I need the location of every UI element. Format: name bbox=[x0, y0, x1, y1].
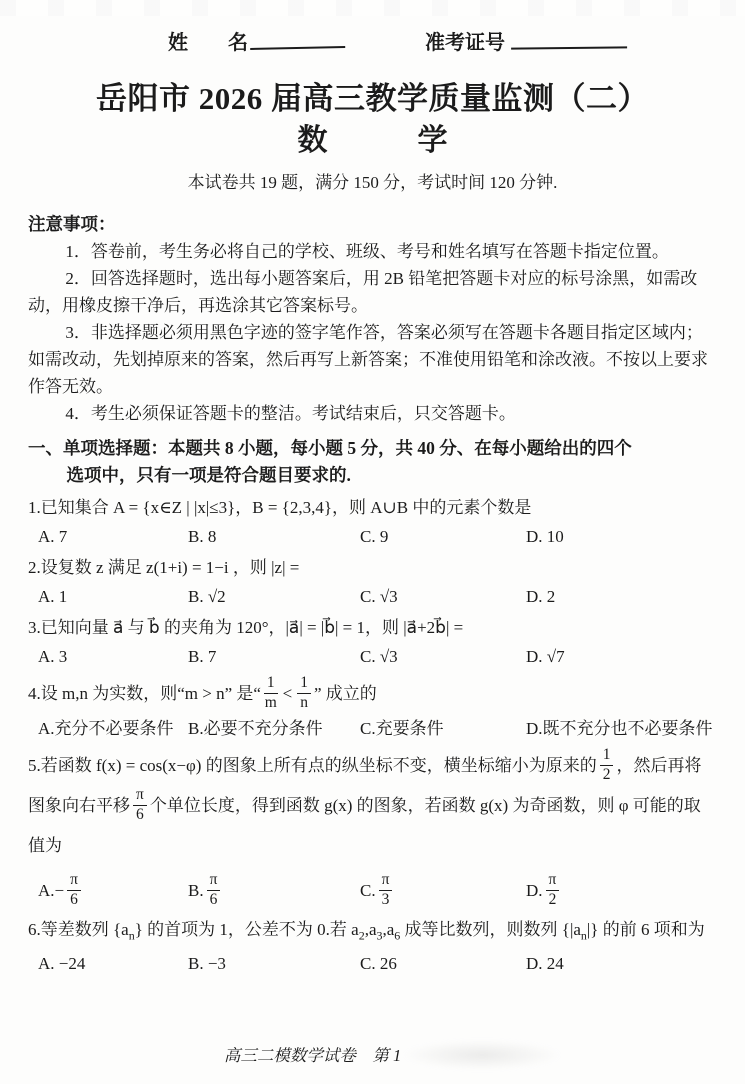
question-5-option-b: B. $\frac{\pi}{6}$ bbox=[188, 871, 360, 911]
notice-heading: 注意事项： bbox=[28, 214, 116, 234]
less-than-sign: < bbox=[282, 684, 293, 703]
section-1-heading-line1: 一、单项选择题：本题共 8 小题，每小题 5 分，共 40 分、在每小题给出的四个 bbox=[28, 438, 632, 458]
question-1 bbox=[28, 494, 717, 549]
fraction-1-over-m: $\frac{1}{m}$ bbox=[264, 673, 277, 712]
question-6-option-d: D. 24 bbox=[526, 954, 564, 974]
subscript-6: 6 bbox=[394, 928, 401, 943]
notice-item-4: 4．考生必须保证答题卡的整洁。考试结束后，只交答题卡。 bbox=[65, 404, 516, 423]
name-label: 姓 名 bbox=[168, 32, 248, 54]
option-a-fraction: $\frac{\pi}{6}$ bbox=[67, 872, 81, 909]
question-6-option-c: C. 26 bbox=[360, 954, 397, 974]
question-5-stem-seg1: 5.若函数 f(x) = cos(x−φ) 的图象上所有点的纵坐标不变，横坐标缩小为原来的 bbox=[28, 756, 597, 775]
fraction-pi-over-6: $\frac{\pi}{6}$ bbox=[133, 787, 147, 824]
question-2-option-d: D. 2 bbox=[526, 587, 556, 606]
notice-item-3: 3．非选择题必须用黑色字迹的签字笔作答，答案必须写在答题卡各题目指定区域内；如需改动，先划掉原来的答案，然后再写上新答案；不准使用铅笔和涂改液。不按以上要求作答无效。 bbox=[28, 323, 708, 396]
exam-no-blank-line bbox=[511, 26, 627, 49]
notice-item-1: 1．答卷前，考生务必将自己的学校、班级、考号和姓名填写在答题卡指定位置。 bbox=[65, 242, 669, 261]
notice-section bbox=[28, 211, 717, 427]
question-1-options bbox=[28, 525, 717, 549]
question-3-option-b: B. 7 bbox=[188, 647, 217, 666]
question-3-stem: 3.已知向量 a⃗ 与 b⃗ 的夹角为 120°，|a⃗| = |b⃗| = 1，则 |a⃗+2b⃗| = bbox=[28, 618, 464, 637]
exam-no-label: 准考证号 bbox=[425, 32, 505, 54]
question-1-option-d: D. 10 bbox=[526, 527, 564, 546]
question-4-option-b: B.必要不充分条件 bbox=[188, 719, 323, 738]
option-b-fraction: $\frac{\pi}{6}$ bbox=[207, 872, 221, 909]
question-4-stem-suffix: ” 成立的 bbox=[314, 684, 377, 703]
question-4-stem bbox=[28, 674, 717, 714]
question-5-option-c: C. $\frac{\pi}{3}$ bbox=[360, 871, 526, 911]
section-1-heading bbox=[28, 435, 717, 489]
page-title: 岳阳市 2026 届高三教学质量监测（二） bbox=[96, 81, 649, 116]
question-5-stem-seg3: 个单位长度，得到函数 g(x) 的图象，若函数 g(x) 为奇函数，则 φ 可能的取值为 bbox=[28, 796, 701, 855]
question-2-option-a: A. 1 bbox=[38, 587, 68, 606]
subject-title: 数 学 bbox=[297, 124, 448, 157]
question-2-options bbox=[28, 585, 717, 609]
question-6-stem: 6.等差数列 $\{a_n\}$ 的首项为 1，公差不为 0.若 $a_2,a_3,a_6$ 成等比数列，则数列 $\{|a_n|\}$ 的前 6 项和为 bbox=[28, 920, 705, 943]
question-1-option-b: B. 8 bbox=[188, 527, 217, 546]
question-6-option-a: A. −24 bbox=[38, 954, 86, 974]
question-5-option-d: D. $\frac{\pi}{2}$ bbox=[526, 871, 717, 911]
question-3-option-c: C. √3 bbox=[360, 647, 398, 666]
question-3-option-a: A. 3 bbox=[38, 647, 68, 666]
subscript-3: 3 bbox=[376, 928, 383, 943]
name-blank-line bbox=[250, 26, 345, 50]
page-footer: 高三二模数学试卷 第 1 bbox=[223, 1046, 402, 1065]
question-5-stem-seg2: ，然后再将图象向右平移 bbox=[28, 756, 702, 815]
question-4-option-c: C.充要条件 bbox=[360, 719, 444, 738]
question-5-options bbox=[28, 871, 717, 911]
subscript-n-2: n bbox=[580, 928, 587, 943]
notice-item-2: 2．回答选择题时，选出每小题答案后，用 2B 铅笔把答题卡对应的标号涂黑，如需改动，用橡皮擦干净后，再选涂其它答案标号。 bbox=[28, 269, 698, 315]
question-1-stem: 1.已知集合 A = {x∈Z | |x|≤3}，B = {2,3,4}，则 A∪B 中的元素个数是 bbox=[28, 498, 532, 517]
question-5-option-a: A.− $\frac{\pi}{6}$ bbox=[38, 871, 188, 911]
question-4-options bbox=[28, 717, 717, 741]
question-4 bbox=[28, 674, 717, 741]
question-4-stem-text: 4.设 m,n 为实数，则“m > n” 是“ bbox=[28, 684, 261, 703]
option-c-fraction: $\frac{\pi}{3}$ bbox=[379, 872, 393, 909]
question-4-option-a: A.充分不必要条件 bbox=[38, 719, 174, 738]
question-2-stem: 2.设复数 z 满足 z(1+i) = 1−i ，则 |z| = bbox=[28, 558, 300, 577]
question-6-options bbox=[28, 952, 717, 976]
question-3-options bbox=[28, 645, 717, 669]
subscript-2: 2 bbox=[358, 928, 365, 943]
section-1-heading-line2: 选项中，只有一项是符合题目要求的. bbox=[66, 465, 351, 485]
scan-artifact-strip bbox=[0, 0, 745, 16]
question-5-stem bbox=[28, 746, 717, 866]
subscript-n: n bbox=[128, 928, 135, 943]
question-3 bbox=[28, 614, 717, 669]
fraction-one-half: $\frac{1}{2}$ bbox=[600, 747, 614, 784]
scan-glare-smudge bbox=[402, 1040, 562, 1070]
exam-info-line: 本试卷共 19 题，满分 150 分，考试时间 120 分钟. bbox=[187, 173, 558, 192]
question-2-option-b: B. √2 bbox=[188, 587, 226, 606]
candidate-info-row bbox=[168, 26, 745, 55]
question-3-option-d: D. √7 bbox=[526, 647, 565, 666]
fraction-1-over-n: $\frac{1}{n}$ bbox=[297, 675, 311, 712]
question-2 bbox=[28, 554, 717, 609]
question-6-option-b: B. −3 bbox=[188, 954, 226, 974]
question-1-option-a: A. 7 bbox=[38, 527, 68, 546]
question-1-option-c: C. 9 bbox=[360, 527, 389, 546]
option-d-fraction: $\frac{\pi}{2}$ bbox=[546, 872, 560, 909]
question-2-option-c: C. √3 bbox=[360, 587, 398, 606]
question-5 bbox=[28, 746, 717, 911]
question-6 bbox=[28, 916, 717, 976]
question-4-option-d: D.既不充分也不必要条件 bbox=[526, 719, 713, 738]
